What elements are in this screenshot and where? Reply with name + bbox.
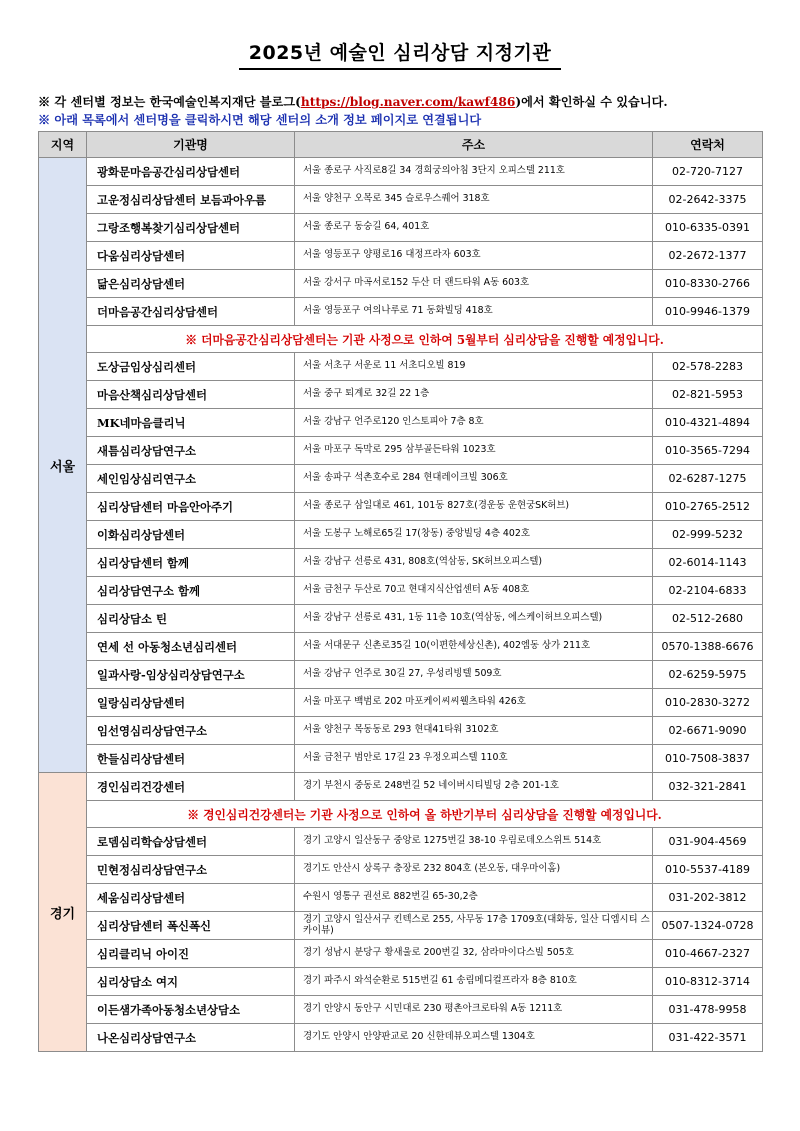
table-row — [39, 661, 763, 689]
center-address: 서울 서초구 서운로 11 서초디오빌 819 — [295, 353, 653, 381]
center-phone: 010-4667-2327 — [653, 940, 763, 968]
region-cell: 서울 — [39, 158, 87, 773]
table-row — [39, 353, 763, 381]
center-phone: 02-578-2283 — [653, 353, 763, 381]
table-row — [39, 158, 763, 186]
table-row — [39, 717, 763, 745]
center-name-link[interactable]: 일랑심리상담센터 — [87, 689, 295, 717]
table-row — [39, 996, 763, 1024]
center-phone: 02-720-7127 — [653, 158, 763, 186]
center-name-link[interactable]: 경인심리건강센터 — [87, 773, 295, 801]
center-address: 서울 강남구 선릉로 431, 1동 11층 10호(역삼동, 에스케이허브오피스텔) — [295, 605, 653, 633]
center-name-link[interactable]: 심리클리닉 아이진 — [87, 940, 295, 968]
page-title: 2025년 예술인 심리상담 지정기관 — [239, 38, 561, 70]
table-row — [39, 409, 763, 437]
table-row — [39, 633, 763, 661]
center-phone: 02-6287-1275 — [653, 465, 763, 493]
center-address: 서울 종로구 동숭길 64, 401호 — [295, 214, 653, 242]
center-name-link[interactable]: 임선영심리상담연구소 — [87, 717, 295, 745]
center-name-link[interactable]: 심리상담센터 마음안아주기 — [87, 493, 295, 521]
center-table — [38, 131, 763, 1052]
center-phone: 02-2642-3375 — [653, 186, 763, 214]
center-name-link[interactable]: 심리상담소 틴 — [87, 605, 295, 633]
table-row — [39, 186, 763, 214]
center-address: 서울 강남구 언주로 30길 27, 우성리빙텔 509호 — [295, 661, 653, 689]
center-address: 서울 마포구 백범로 202 마포케이씨씨웰츠타워 426호 — [295, 689, 653, 717]
center-phone: 031-202-3812 — [653, 884, 763, 912]
center-phone: 010-8312-3714 — [653, 968, 763, 996]
center-name-link[interactable]: 고운정심리상담센터 보듬과아우름 — [87, 186, 295, 214]
center-address: 서울 종로구 사직로8길 34 경희궁의아침 3단지 오피스텔 211호 — [295, 158, 653, 186]
table-row — [39, 298, 763, 326]
table-row — [39, 437, 763, 465]
center-address: 서울 양천구 오목로 345 슬로우스퀘어 318호 — [295, 186, 653, 214]
center-phone: 010-3565-7294 — [653, 437, 763, 465]
table-row — [39, 968, 763, 996]
center-phone: 02-2672-1377 — [653, 242, 763, 270]
center-phone: 02-999-5232 — [653, 521, 763, 549]
notice-text: ※ 경인심리건강센터는 기관 사정으로 인하여 올 하반기부터 심리상담을 진행할 예정입니다. — [87, 801, 763, 828]
center-name-link[interactable]: 로뎀심리학습상담센터 — [87, 828, 295, 856]
center-address: 경기 고양시 일산서구 킨텍스로 255, 사무동 17층 1709호(대화동, 일산 디엠시티 스카이뷰) — [295, 912, 653, 940]
center-address: 서울 금천구 두산로 70고 현대지식산업센터 A동 408호 — [295, 577, 653, 605]
center-address: 수원시 영통구 권선로 882번길 65-30,2층 — [295, 884, 653, 912]
center-address: 경기 부천시 중동로 248번길 52 네이버시티빌딩 2층 201-1호 — [295, 773, 653, 801]
center-address: 서울 강남구 언주로120 인스토피아 7층 8호 — [295, 409, 653, 437]
info-note-suffix: )에서 확인하실 수 있습니다. — [515, 95, 668, 109]
table-row — [39, 828, 763, 856]
center-name-link[interactable]: 심리상담연구소 함께 — [87, 577, 295, 605]
table-row — [39, 465, 763, 493]
center-name-link[interactable]: 심리상담센터 함께 — [87, 549, 295, 577]
center-address: 경기도 안양시 안양판교로 20 신한데뷰오피스텔 1304호 — [295, 1024, 653, 1052]
center-phone: 010-9946-1379 — [653, 298, 763, 326]
region-cell: 경기 — [39, 773, 87, 1052]
center-address: 서울 중구 퇴계로 32길 22 1층 — [295, 381, 653, 409]
table-row — [39, 270, 763, 298]
center-name-link[interactable]: 이든샘가족아동청소년상담소 — [87, 996, 295, 1024]
center-phone: 0507-1324-0728 — [653, 912, 763, 940]
center-address: 경기도 안산시 상록구 충장로 232 804호 (본오동, 대우마이홈) — [295, 856, 653, 884]
center-address: 서울 양천구 목동동로 293 현대41타워 3102호 — [295, 717, 653, 745]
table-row — [39, 745, 763, 773]
center-phone: 010-8330-2766 — [653, 270, 763, 298]
table-body — [39, 158, 763, 1052]
center-name-link[interactable]: 연세 선 아동청소년심리센터 — [87, 633, 295, 661]
notice-row — [39, 801, 763, 828]
table-row — [39, 493, 763, 521]
table-row — [39, 884, 763, 912]
blog-link[interactable]: https://blog.naver.com/kawf486 — [300, 95, 516, 109]
column-header-region: 지역 — [39, 132, 87, 158]
table-row — [39, 912, 763, 940]
center-name-link[interactable]: 새틈심리상담연구소 — [87, 437, 295, 465]
center-name-link[interactable]: 닮은심리상담센터 — [87, 270, 295, 298]
center-name-link[interactable]: 세인임상심리연구소 — [87, 465, 295, 493]
center-name-link[interactable]: 광화문마음공간심리상담센터 — [87, 158, 295, 186]
page-title-wrap — [0, 38, 800, 70]
center-address: 서울 마포구 독막로 295 삼부골든타워 1023호 — [295, 437, 653, 465]
table-row — [39, 521, 763, 549]
center-phone: 02-6259-5975 — [653, 661, 763, 689]
center-phone: 010-4321-4894 — [653, 409, 763, 437]
center-name-link[interactable]: 마음산책심리상담센터 — [87, 381, 295, 409]
center-name-link[interactable]: 그랑조행복찾기심리상담센터 — [87, 214, 295, 242]
center-phone: 031-478-9958 — [653, 996, 763, 1024]
center-address: 경기 파주시 와석순환로 515번길 61 송림메디컬프라자 8층 810호 — [295, 968, 653, 996]
center-address: 서울 강남구 선릉로 431, 808호(역삼동, SK허브오피스텔) — [295, 549, 653, 577]
table-row — [39, 940, 763, 968]
info-note — [38, 93, 668, 110]
center-phone: 010-5537-4189 — [653, 856, 763, 884]
center-name-link[interactable]: 다움심리상담센터 — [87, 242, 295, 270]
center-address: 경기 안양시 동안구 시민대로 230 평촌아크로타워 A동 1211호 — [295, 996, 653, 1024]
table-row — [39, 242, 763, 270]
center-address: 경기 고양시 일산동구 중앙로 1275번길 38-10 우림로데오스위트 514호 — [295, 828, 653, 856]
table-row — [39, 605, 763, 633]
center-phone: 02-512-2680 — [653, 605, 763, 633]
center-phone: 031-422-3571 — [653, 1024, 763, 1052]
table-row — [39, 1024, 763, 1052]
center-name-link[interactable]: 세움심리상담센터 — [87, 884, 295, 912]
table-row — [39, 577, 763, 605]
center-phone: 010-2765-2512 — [653, 493, 763, 521]
center-phone: 010-7508-3837 — [653, 745, 763, 773]
center-name-link[interactable]: 이화심리상담센터 — [87, 521, 295, 549]
table-row — [39, 214, 763, 242]
table-row — [39, 856, 763, 884]
center-name-link[interactable]: 심리상담센터 폭신폭신 — [87, 912, 295, 940]
table-header-row — [39, 132, 763, 158]
table-row — [39, 773, 763, 801]
center-name-link[interactable]: 한들심리상담센터 — [87, 745, 295, 773]
center-phone: 02-6671-9090 — [653, 717, 763, 745]
notice-text: ※ 더마음공간심리상담센터는 기관 사정으로 인하여 5월부터 심리상담을 진행할 예정입니다. — [87, 326, 763, 353]
center-name-link[interactable]: 나온심리상담연구소 — [87, 1024, 295, 1052]
center-address: 서울 종로구 삼일대로 461, 101동 827호(경운동 운현궁SK허브) — [295, 493, 653, 521]
center-phone: 0570-1388-6676 — [653, 633, 763, 661]
center-name-link[interactable]: MK네마음클리닉 — [87, 409, 295, 437]
center-address: 서울 강서구 마곡서로152 두산 더 랜드타워 A동 603호 — [295, 270, 653, 298]
center-name-link[interactable]: 도상금임상심리센터 — [87, 353, 295, 381]
center-address: 서울 영등포구 여의나루로 71 동화빌딩 418호 — [295, 298, 653, 326]
column-header-phone: 연락처 — [653, 132, 763, 158]
center-address: 서울 서대문구 신촌로35길 10(이편한세상신촌), 402엠동 상가 211호 — [295, 633, 653, 661]
notice-row — [39, 326, 763, 353]
column-header-name: 기관명 — [87, 132, 295, 158]
center-phone: 032-321-2841 — [653, 773, 763, 801]
click-instruction-note: ※ 아래 목록에서 센터명을 클릭하시면 해당 센터의 소개 정보 페이지로 연결됩니다 — [38, 113, 482, 127]
center-phone: 02-2104-6833 — [653, 577, 763, 605]
table-row — [39, 381, 763, 409]
center-address: 서울 금천구 범안로 17길 23 우정오피스텔 110호 — [295, 745, 653, 773]
center-address: 서울 영등포구 양평로16 대정프라자 603호 — [295, 242, 653, 270]
table-row — [39, 549, 763, 577]
center-phone: 02-6014-1143 — [653, 549, 763, 577]
center-name-link[interactable]: 일과사랑-임상심리상담연구소 — [87, 661, 295, 689]
center-phone: 031-904-4569 — [653, 828, 763, 856]
center-name-link[interactable]: 민현정심리상담연구소 — [87, 856, 295, 884]
center-address: 경기 성남시 분당구 황새울로 200번길 32, 삼라마이다스빌 505호 — [295, 940, 653, 968]
column-header-address: 주소 — [295, 132, 653, 158]
center-name-link[interactable]: 심리상담소 여지 — [87, 968, 295, 996]
center-address: 서울 도봉구 노해로65길 17(창동) 중앙빌딩 4층 402호 — [295, 521, 653, 549]
center-name-link[interactable]: 더마음공간심리상담센터 — [87, 298, 295, 326]
center-address: 서울 송파구 석촌호수로 284 현대레이크빌 306호 — [295, 465, 653, 493]
center-phone: 010-6335-0391 — [653, 214, 763, 242]
center-phone: 02-821-5953 — [653, 381, 763, 409]
center-phone: 010-2830-3272 — [653, 689, 763, 717]
table-row — [39, 689, 763, 717]
info-note-prefix: ※ 각 센터별 정보는 한국예술인복지재단 블로그( — [38, 95, 301, 109]
